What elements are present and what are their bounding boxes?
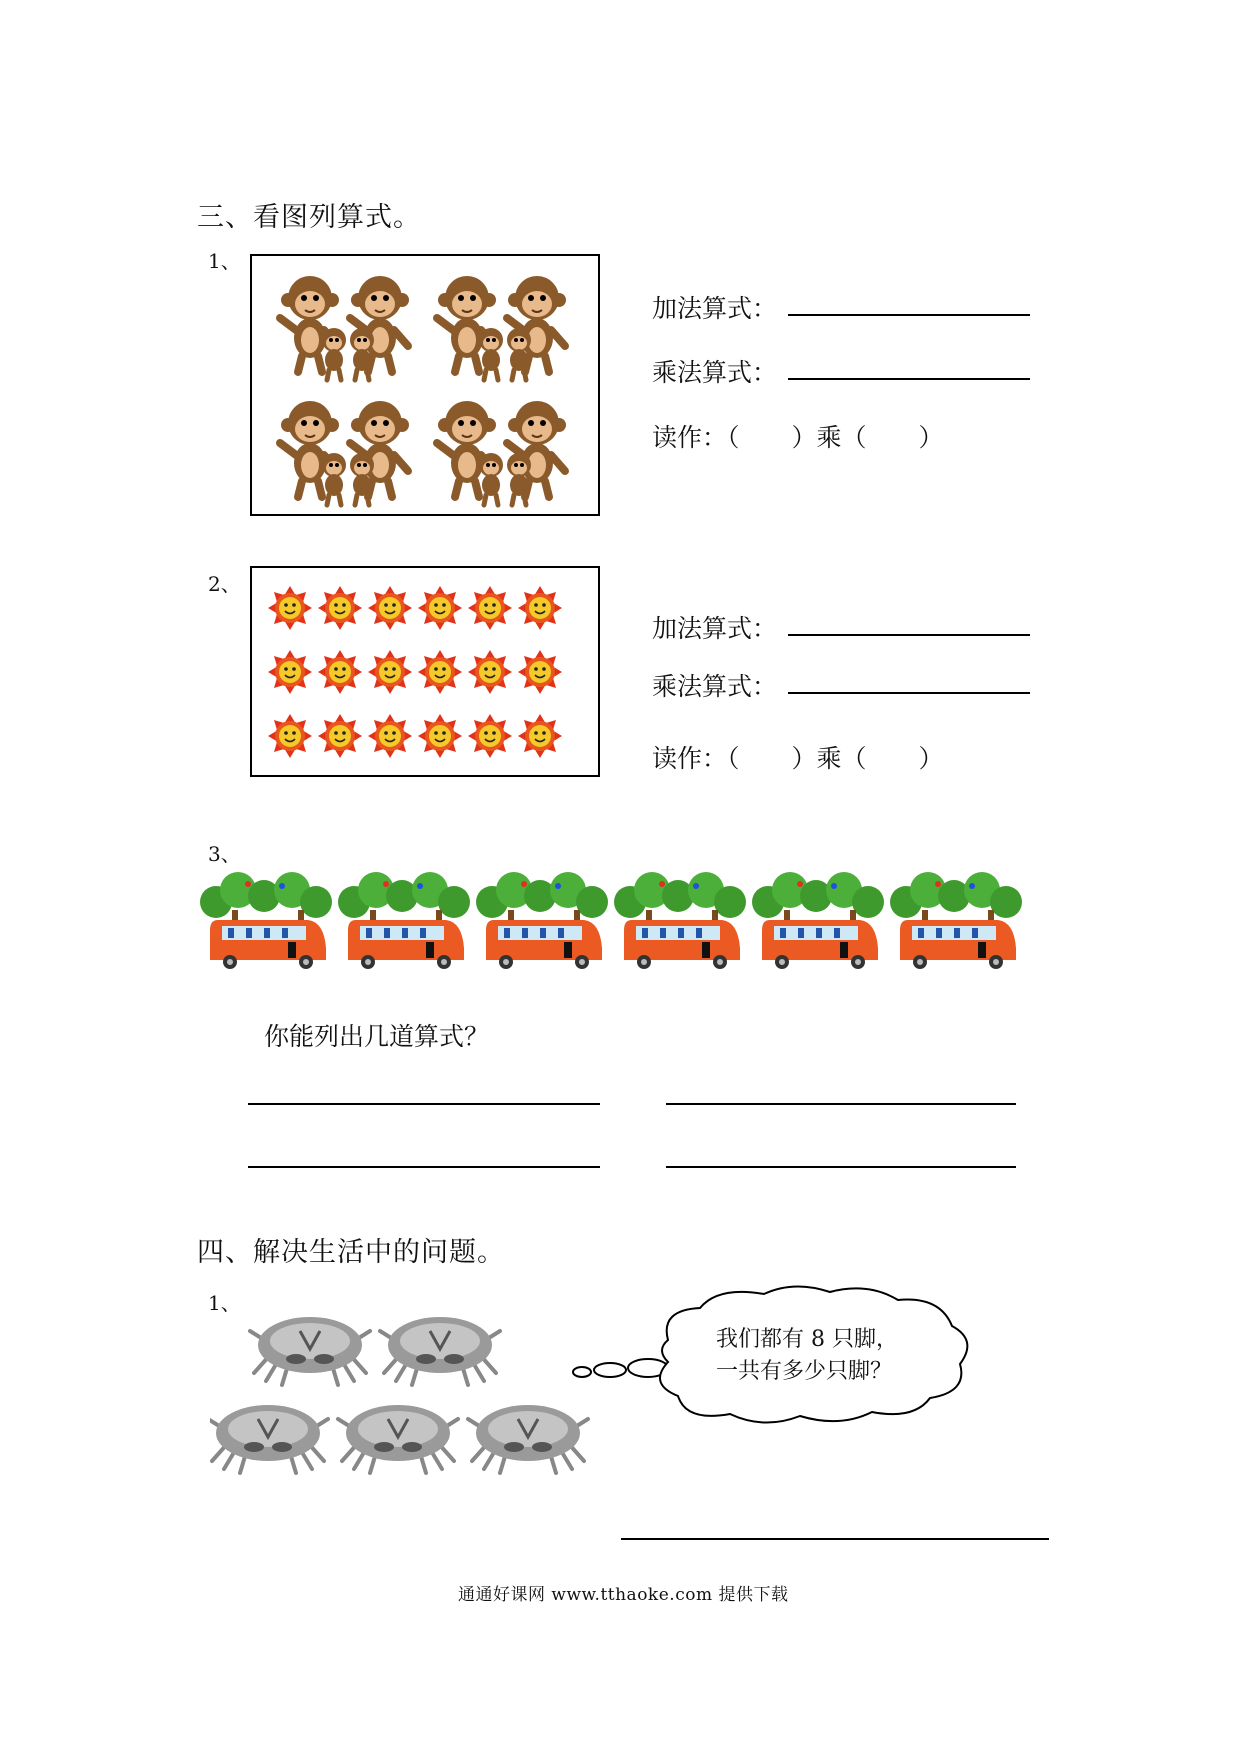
q3-answer-line-1[interactable] (248, 1103, 600, 1105)
flowers-picture-frame (250, 566, 600, 777)
section-4-title: 四、解决生活中的问题。 (197, 1237, 505, 1268)
bubble-line-2: 一共有多少只脚？ (716, 1359, 893, 1384)
crab-3 (210, 1405, 328, 1473)
crab-1 (250, 1317, 370, 1385)
section-3-title: 三、看图列算式。 (197, 202, 421, 233)
q2-multiplication-label: 乘法算式： (652, 672, 778, 701)
q2-read-prefix: 读作：（ (652, 744, 740, 773)
q2-addition-answer-line[interactable] (788, 634, 1030, 636)
q3-answer-line-3[interactable] (248, 1166, 600, 1168)
q2-read-middle: ）乘（ (791, 744, 867, 773)
monkey-family-1 (280, 276, 409, 380)
q3-answer-line-2[interactable] (666, 1103, 1016, 1105)
flower-row-2 (268, 650, 562, 694)
section-4-answer-line[interactable] (621, 1538, 1049, 1540)
crabs-illustration (210, 1305, 610, 1485)
q1-multiplication-label: 乘法算式： (652, 358, 778, 387)
flower-row-3 (268, 714, 562, 758)
footer-text: 通通好课网 www.tthaoke.com 提供下载 (458, 1585, 789, 1605)
question-3-number: 3、 (208, 842, 241, 866)
crab-4 (338, 1405, 458, 1473)
question-2-number: 2、 (208, 572, 241, 596)
bus-2 (338, 872, 470, 969)
monkey-family-4 (437, 401, 566, 505)
monkey-family-2 (437, 276, 566, 380)
q1-read-prefix: 读作：（ (652, 423, 740, 452)
monkeys-picture-frame (250, 254, 600, 516)
monkeys-illustration (252, 256, 598, 514)
bubble-line-1: 我们都有 8 只脚， (716, 1327, 898, 1352)
q2-read-as (652, 739, 944, 775)
q2-multiplication-answer-line[interactable] (788, 692, 1030, 694)
bus-1 (200, 872, 332, 969)
question-1-number: 1、 (208, 249, 241, 273)
bus-4 (614, 872, 746, 969)
q1-addition-answer-line[interactable] (788, 314, 1030, 316)
bus-3 (476, 872, 608, 969)
q3-answer-line-4[interactable] (666, 1166, 1016, 1168)
q1-multiplication-answer-line[interactable] (788, 378, 1030, 380)
crab-2 (380, 1317, 500, 1385)
q1-read-middle: ）乘（ (791, 423, 867, 452)
section-4-question-1-number: 1、 (208, 1291, 241, 1315)
q2-addition-label: 加法算式： (652, 614, 778, 643)
q3-question: 你能列出几道算式？ (264, 1022, 490, 1051)
q1-read-as (652, 418, 944, 454)
q1-read-suffix: ） (918, 423, 944, 452)
monkey-family-3 (280, 401, 409, 505)
flower-row-1 (268, 586, 562, 630)
bus-5 (752, 872, 884, 969)
q1-addition-label: 加法算式： (652, 294, 778, 323)
flowers-illustration (252, 568, 598, 775)
buses-illustration (200, 868, 1040, 978)
q2-read-suffix: ） (918, 744, 944, 773)
bus-6 (890, 872, 1022, 969)
